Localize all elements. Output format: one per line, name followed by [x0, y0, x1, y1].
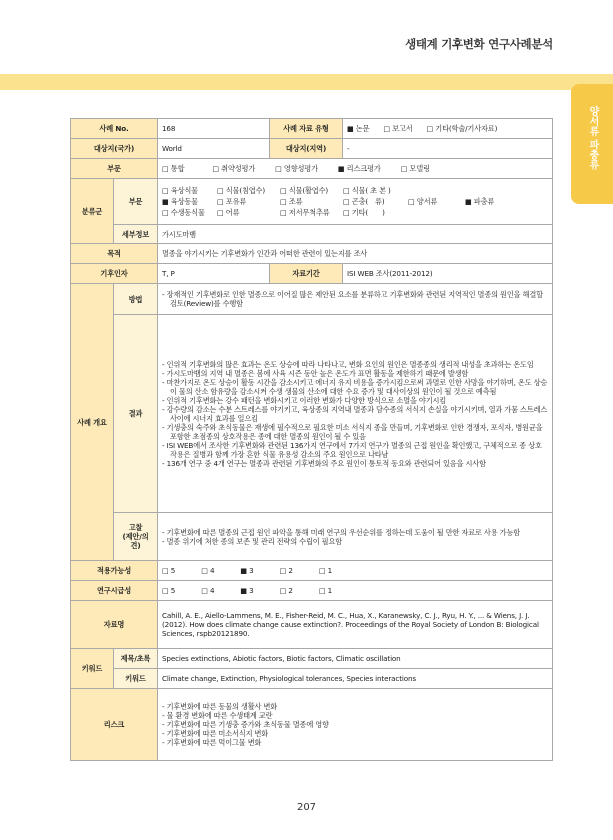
- risk-item: - 기후변화에 따른 기생충 증가와 초식동물 멸종에 영향: [162, 720, 548, 729]
- urgency-option: □ 5: [162, 586, 176, 595]
- division-option: □ 취약성평가: [212, 164, 256, 173]
- urgency-option: □ 1: [318, 586, 333, 595]
- result-item: - 기생충의 숙주와 초식동물은 재생에 필수적으로 필요한 미소 서식지 종을 만들며, 기후변화로 인한 경쟁자, 포식자, 병원균을 포함한 초점종의 상호작용은 종에 대한 멸종의 원인이 될 수 있음: [162, 423, 548, 441]
- result-item: - 가시도마뱀의 지역 내 멸종은 봄에 사육 시즌 동안 높은 온도가 표면 활동을 제한하기 때문에 발생함: [162, 369, 548, 378]
- suggestion-label-line2: (제안/의견): [122, 532, 149, 550]
- classification-detail-value: 가시도마뱀: [158, 225, 553, 244]
- risk-content: [158, 689, 553, 761]
- suggestion-item: - 기후변화에 따른 멸종의 근접 원인 파악을 통해 미래 연구의 우선순위를 정하는데 도움이 될 만한 자료로 사용 가능함: [162, 528, 548, 537]
- applicability-option: □ 1: [318, 566, 333, 575]
- keywords-label: 키워드: [71, 649, 114, 689]
- climate-factor-label: 기후인자: [71, 264, 158, 284]
- risk-item: - 기후변화에 따른 미소서식지 변화: [162, 729, 548, 738]
- division-label: 부문: [71, 159, 158, 179]
- climate-factor-value: T, P: [158, 264, 270, 284]
- result-content: [158, 315, 553, 513]
- purpose-value: 멸종을 야기시키는 기후변화가 인간과 어떠한 관련이 있는지를 조사: [158, 244, 553, 264]
- result-item: - 마찬가지로 온도 상승이 활동 시간을 감소시키고 에너지 유지 비용을 증가시킴으로써 과멸로 인한 사망을 야기하며, 온도 상승이 물의 산소 함유량을 감소시켜 수생 생물의 산소에 대한 수요 증가 및 대사이상의 원인이 될 것으로 예측됨: [162, 378, 548, 396]
- class-option: □ 기타( ): [343, 208, 385, 217]
- class-option: □ 양서류: [408, 197, 438, 206]
- division-option: □ 통합: [162, 164, 185, 173]
- section-side-tab: [571, 84, 613, 204]
- class-option: □ 조류: [280, 197, 303, 206]
- case-no-label: 사례 No.: [71, 119, 158, 139]
- result-label: 결과: [114, 315, 158, 513]
- class-option: □ 식물(활엽수): [280, 186, 329, 195]
- method-label: 방법: [114, 284, 158, 315]
- material-type-options: [343, 119, 553, 139]
- class-option: ■ 파충류: [465, 197, 495, 206]
- classification-sub-label: 부문: [114, 179, 158, 225]
- case-record-table: [70, 118, 553, 761]
- class-option: □ 식물(침엽수): [217, 186, 266, 195]
- citation-label: 자료명: [71, 601, 158, 649]
- target-country-value: World: [158, 139, 270, 159]
- method-content: [158, 284, 553, 315]
- division-options: [158, 159, 553, 179]
- class-option: □ 저서무척추류: [280, 208, 330, 217]
- result-item: - ISI WEB에서 조사한 기후변화와 관련된 136가지 연구에서 7가지 연구가 멸종의 근접 원인을 확인했고, 구체적으로 종 상호 작용은 질병과 함께 가장 흔한 식물 유용성 감소의 주요 원인으로 나타남: [162, 441, 548, 459]
- title-abstract-value: Species extinctions, Abiotic factors, Biotic factors, Climatic oscillation: [158, 649, 553, 669]
- division-option: □ 영향성평가: [275, 164, 318, 173]
- material-option: □ 기타(학술/기사자료): [426, 124, 498, 133]
- side-tab-label: 양서류 파충류: [587, 106, 598, 170]
- classification-label: 분류군: [71, 179, 114, 244]
- urgency-options: [158, 581, 553, 601]
- target-country-label: 대상지(국가): [71, 139, 158, 159]
- purpose-label: 목적: [71, 244, 158, 264]
- risk-item: - 물 환경 변화에 따른 수생태계 교란: [162, 711, 548, 720]
- result-item: - 강수량의 감소는 수분 스트레스를 야기키고, 육상종의 지역내 멸종과 담수종의 서식지 손실을 야기시키며, 열과 가뭄 스트레스 사이에 시너지 효과를 일으킴: [162, 405, 548, 423]
- suggestion-content: [158, 513, 553, 561]
- title-abstract-label: 제목/초록: [114, 649, 158, 669]
- suggestion-label-line1: 고찰: [128, 523, 143, 532]
- class-option: □ 곤충( 류): [343, 197, 385, 206]
- material-type-label: 사례 자료 유형: [270, 119, 343, 139]
- urgency-label: 연구시급성: [71, 581, 158, 601]
- class-option: □ 어류: [217, 208, 240, 217]
- target-region-label: 대상지(지역): [270, 139, 343, 159]
- class-option: ■ 육상동물: [162, 197, 198, 206]
- risk-label: 리스크: [71, 689, 158, 761]
- result-item: - 136개 연구 중 4개 연구는 멸종과 관련된 기후변화의 주요 원인이 통토적 동요와 관련되어 있음을 시사함: [162, 459, 548, 468]
- page-header-title: 생태계 기후변화 연구사례분석: [405, 37, 553, 51]
- urgency-option: □ 4: [201, 586, 215, 595]
- citation-value: Cahill, A. E., Aiello-Lammens, M. E., Fisher-Reid, M. C., Hua, X., Karanewsky, C. J., Ryu, H. Y., ... & Wiens, J. J. (2012). How does climate change cause extinction?. Proceedings of the Royal Society of London B: Biological Sciences, rspb20121890.: [158, 601, 553, 649]
- suggestion-label: [114, 513, 158, 561]
- applicability-option: □ 2: [279, 566, 293, 575]
- case-no-value: 168: [158, 119, 270, 139]
- division-option: ■ 리스크평가: [337, 164, 381, 173]
- overview-label: 사례 개요: [71, 284, 114, 561]
- class-option: □ 육상식물: [162, 186, 198, 195]
- material-option: ■ 논문: [347, 124, 370, 133]
- material-option: □ 보고서: [383, 124, 413, 133]
- urgency-option: ■ 3: [240, 586, 254, 595]
- risk-item: - 기후변화에 따른 동물의 생활사 변화: [162, 702, 548, 711]
- class-option: □ 식물( 초 본 ): [343, 186, 391, 195]
- result-item: - 인위적 기후변화의 많은 효과는 온도 상승에 따라 나타나고, 변화 요인의 원인은 멸종종의 생리적 내성을 초과하는 온도임: [162, 360, 548, 369]
- page-number: 207: [296, 802, 317, 813]
- keyword-value: Climate change, Extinction, Physiological tolerances, Species interactions: [158, 669, 553, 689]
- result-item: - 인위적 기후변화는 강수 패턴을 변화시키고 이러한 변화가 다양한 방식으로 소멸을 야기시킴: [162, 396, 548, 405]
- class-option: □ 수생동식물: [162, 208, 205, 217]
- classification-options: [158, 179, 553, 225]
- method-item: - 장재적인 기후변화로 인한 멸종으로 이어질 많은 제안된 요소를 분류하고 기후변화와 관련된 지역적인 멸종의 원인을 해결할 검토(Review)를 수행함: [162, 290, 548, 308]
- data-period-label: 자료기간: [270, 264, 343, 284]
- urgency-option: □ 2: [279, 586, 293, 595]
- class-option: □ 포유류: [217, 197, 247, 206]
- applicability-option: ■ 3: [240, 566, 254, 575]
- target-region-value: -: [343, 139, 553, 159]
- suggestion-item: - 멸종 위기에 처한 종의 보존 및 관리 전략의 수립이 필요함: [162, 537, 548, 546]
- header-band: [0, 74, 613, 90]
- applicability-options: [158, 561, 553, 581]
- data-period-value: ISI WEB 조사(2011-2012): [343, 264, 553, 284]
- classification-detail-label: 세부정보: [114, 225, 158, 244]
- applicability-option: □ 5: [162, 566, 176, 575]
- division-option: □ 모델링: [400, 164, 430, 173]
- keyword-sub-label: 키워드: [114, 669, 158, 689]
- risk-item: - 기후변화에 따른 먹이그물 변화: [162, 738, 548, 747]
- applicability-option: □ 4: [201, 566, 215, 575]
- applicability-label: 적용가능성: [71, 561, 158, 581]
